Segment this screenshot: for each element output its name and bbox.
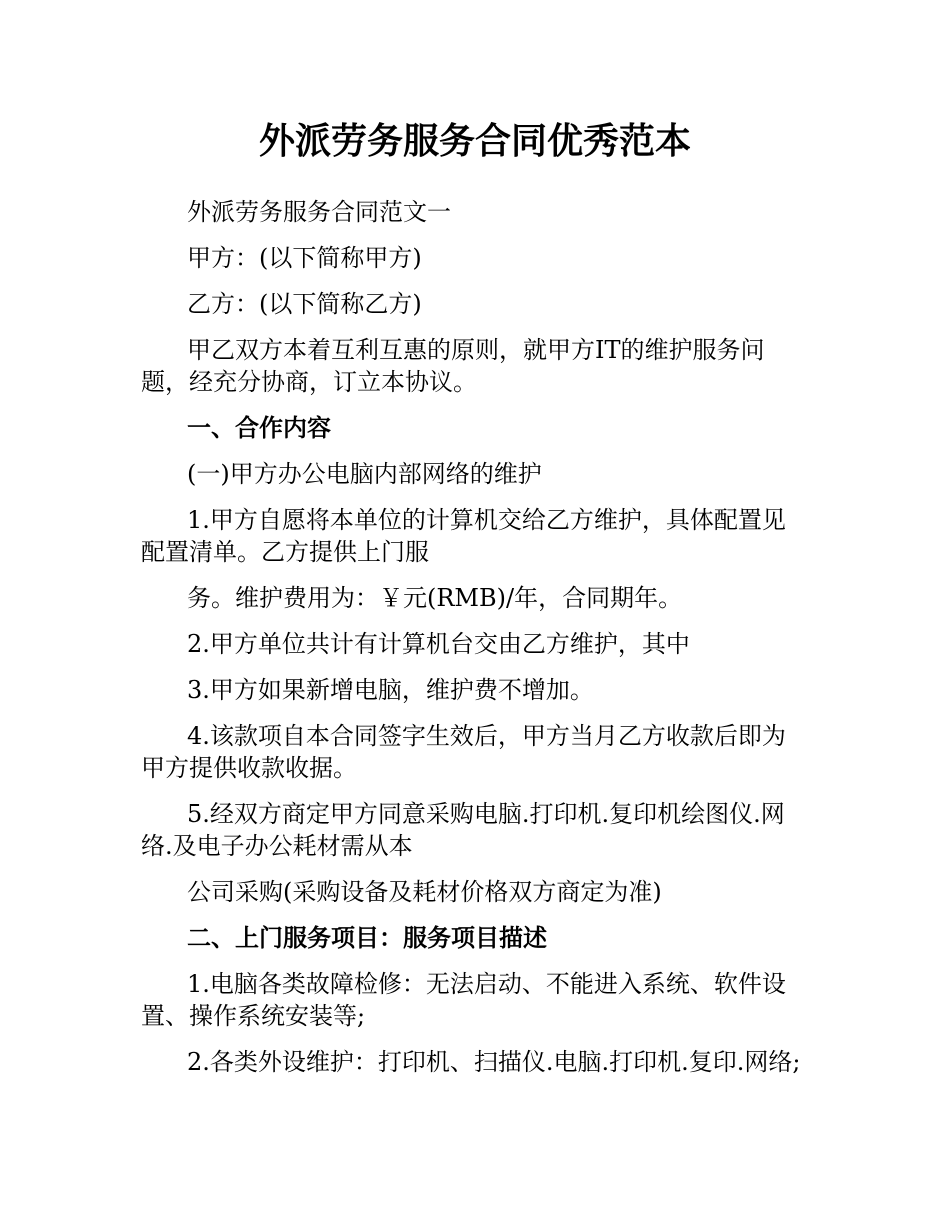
paragraph: 4.该款项自本合同签字生效后，甲方当月乙方收款后即为甲方提供收款收据。 (141, 722, 786, 782)
paragraph: 1.电脑各类故障检修：无法启动、不能进入系统、软件设置、操作系统安装等; (141, 970, 786, 1030)
paragraph: 3.甲方如果新增电脑，维护费不增加。 (187, 676, 594, 704)
section-heading: 二、上门服务项目：服务项目描述 (187, 924, 547, 952)
document-title: 外派劳务服务合同优秀范本 (258, 121, 691, 162)
paragraph: 甲方：(以下简称甲方) (187, 244, 422, 272)
document-body (141, 196, 809, 1092)
paragraph: 1.甲方自愿将本单位的计算机交给乙方维护，具体配置见配置清单。乙方提供上门服 (141, 506, 786, 566)
paragraph: 2.甲方单位共计有计算机台交由乙方维护，其中 (187, 630, 690, 658)
section-heading: 一、合作内容 (187, 414, 331, 442)
paragraph: 公司采购(采购设备及耗材价格双方商定为准) (187, 878, 662, 906)
paragraph: 2.各类外设维护：打印机、扫描仪.电脑.打印机.复印.网络; (187, 1048, 801, 1076)
paragraph: 5.经双方商定甲方同意采购电脑.打印机.复印机绘图仪.网络.及电子办公耗材需从本 (141, 800, 785, 860)
paragraph: 外派劳务服务合同范文一 (187, 198, 451, 226)
paragraph: 务。维护费用为：￥元(RMB)/年，合同期年。 (187, 584, 683, 612)
paragraph: 甲乙双方本着互利互惠的原则，就甲方IT的维护服务问题，经充分协商，订立本协议。 (141, 336, 765, 396)
paragraph: (一)甲方办公电脑内部网络的维护 (187, 460, 542, 488)
paragraph: 乙方：(以下简称乙方) (187, 290, 422, 318)
